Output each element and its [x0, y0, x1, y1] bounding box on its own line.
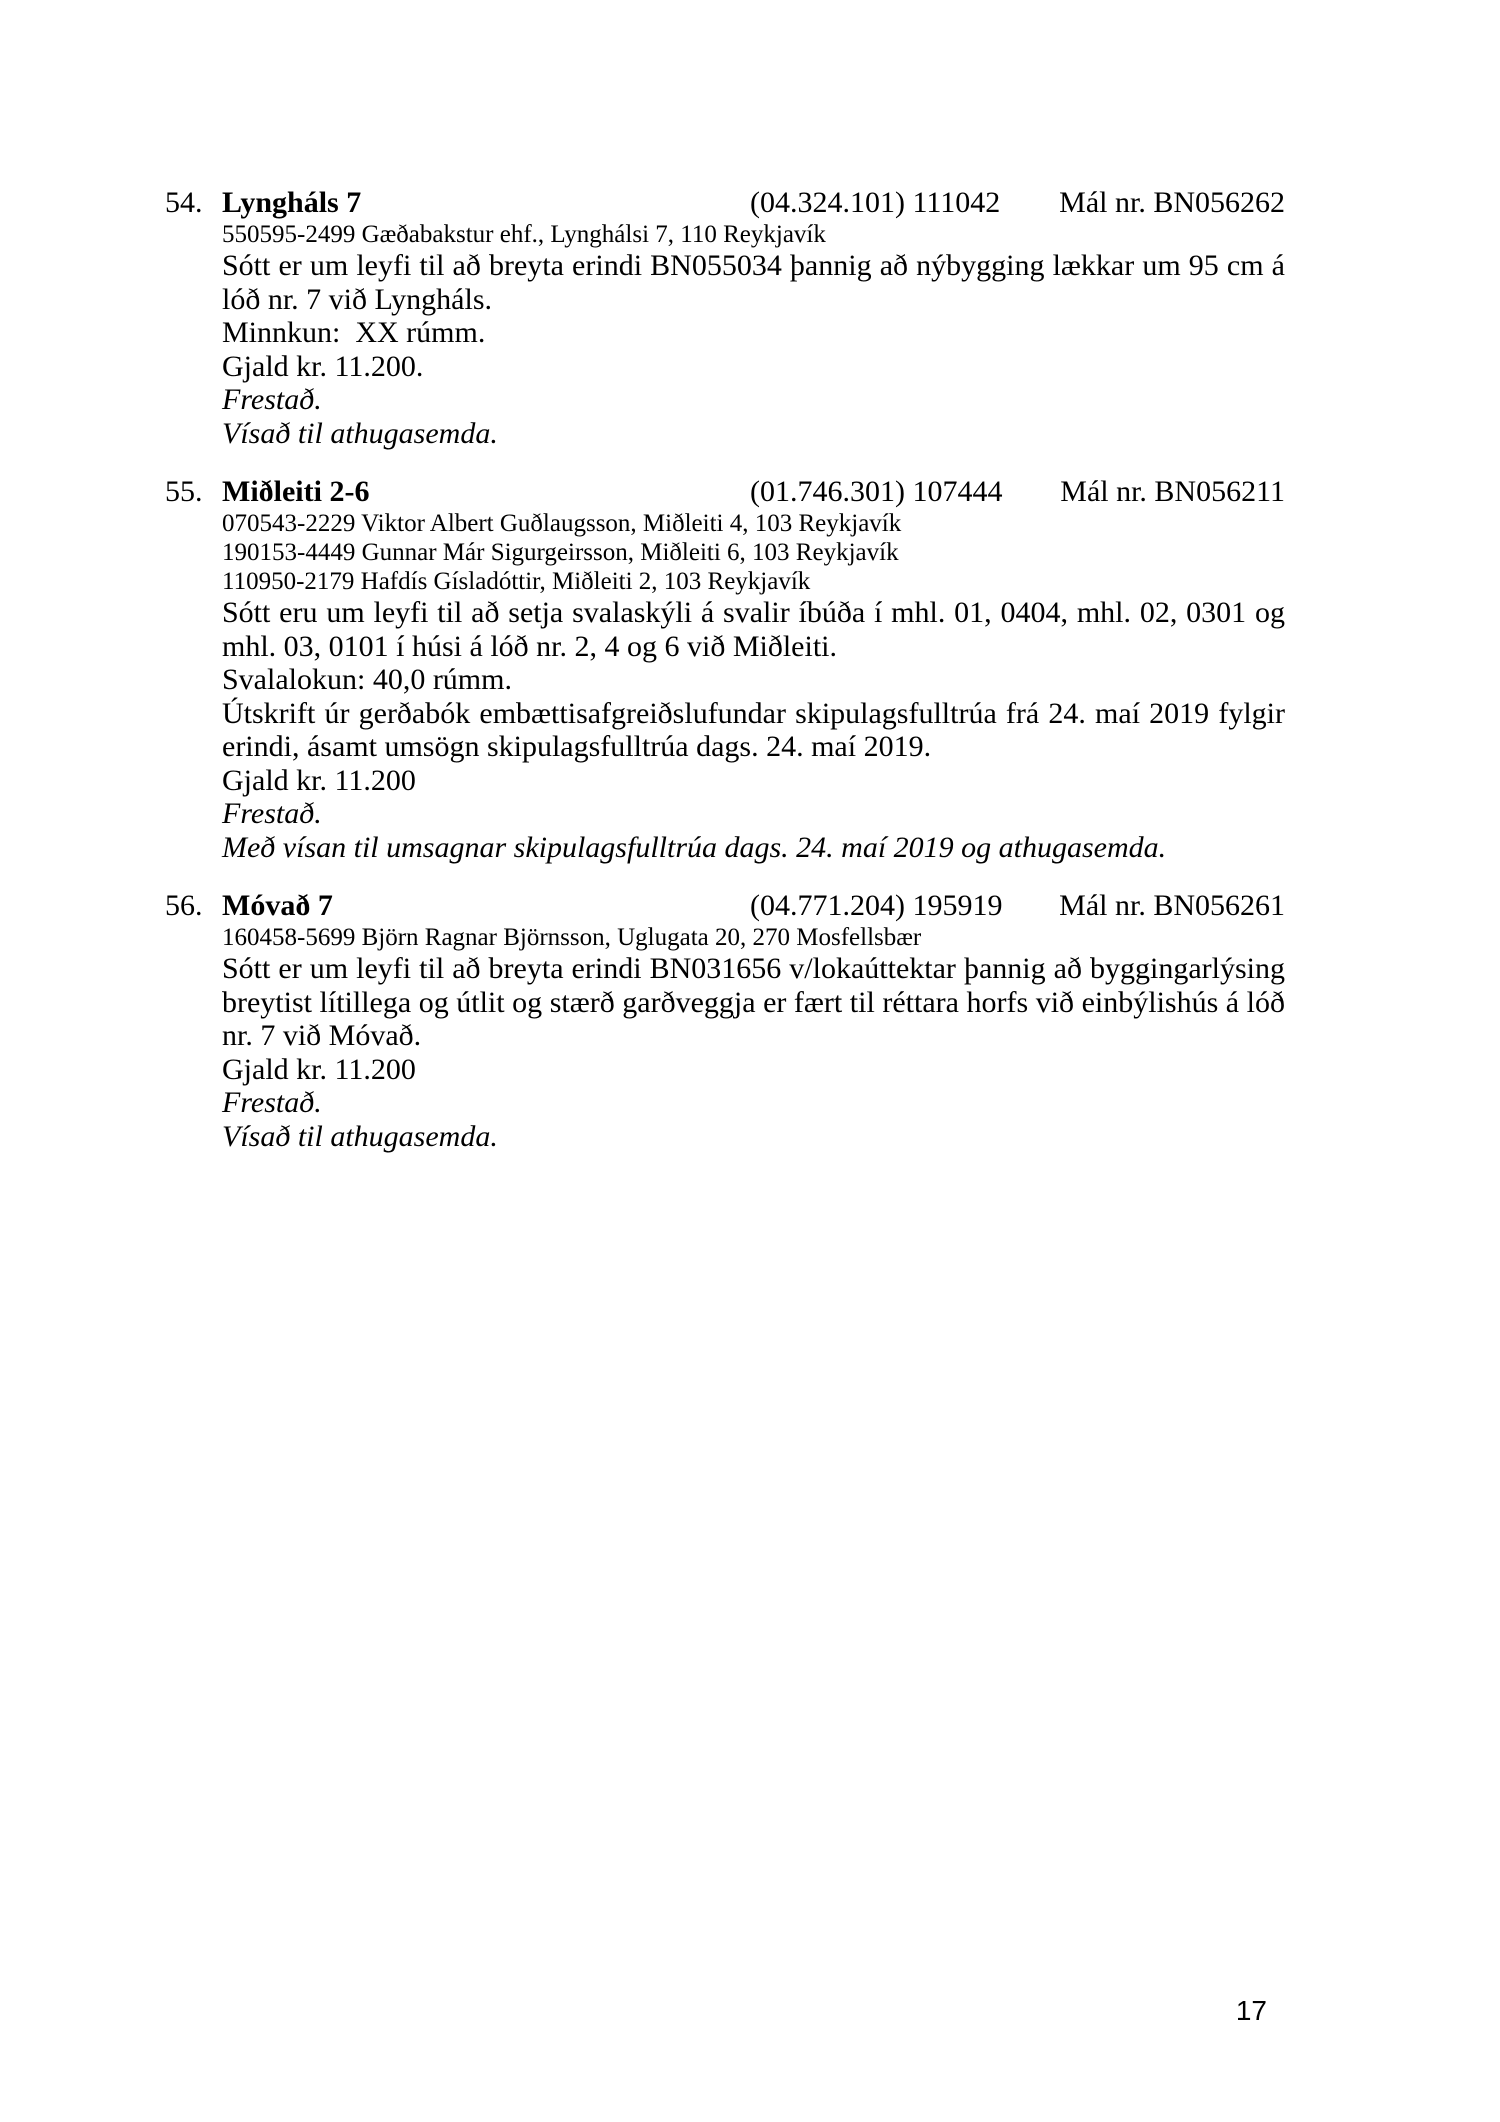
- item-paragraphs: [222, 596, 1285, 864]
- item-title: Lyngháls 7: [222, 186, 362, 219]
- paragraph-line: Vísað til athugasemda.: [222, 1119, 498, 1153]
- agenda-items-list: [165, 186, 1285, 1178]
- agenda-item: [165, 186, 1285, 450]
- owner-line: 550595-2499 Gæðabakstur ehf., Lynghálsi 7, 110 Reykjavík: [222, 221, 826, 248]
- agenda-item: [165, 475, 1285, 864]
- paragraph-line: Útskrift úr gerðabók embættisafgreiðslufundar skipulagsfulltrúa frá 24. maí 2019 fylgir erindi, ásamt umsögn skipulagsfulltrúa dags. 24. maí 2019.: [222, 696, 1285, 763]
- page-number: 17: [1235, 1995, 1267, 2026]
- paragraph-line: Sótt er um leyfi til að breyta erindi BN055034 þannig að nýbygging lækkar um 95 cm á lóð nr. 7 við Lyngháls.: [222, 249, 1285, 316]
- item-reference-number: (04.771.204) 195919: [750, 889, 1003, 922]
- paragraph-line: Frestað.: [222, 383, 322, 416]
- owner-line: 160458-5699 Björn Ragnar Björnsson, Uglugata 20, 270 Mosfellsbær: [222, 924, 922, 951]
- paragraph-line: Gjald kr. 11.200.: [222, 349, 424, 383]
- agenda-item-header: [165, 186, 1285, 220]
- paragraph-line: Sótt er um leyfi til að breyta erindi BN031656 v/lokaúttektar þannig að byggingarlýsing breytist lítillega og útlit og stærð garðveggja er fært til réttara horfs við einbýlishús á lóð nr. 7 við Móvað.: [222, 952, 1285, 1052]
- paragraph-line: Svalalokun: 40,0 rúmm.: [222, 663, 512, 696]
- paragraph-line: Gjald kr. 11.200: [222, 763, 416, 797]
- item-case-number: Mál nr. BN056261: [1059, 889, 1285, 922]
- item-paragraphs: [222, 249, 1285, 450]
- item-case-number: Mál nr. BN056262: [1059, 186, 1285, 219]
- item-paragraphs: [222, 952, 1285, 1153]
- owner-lines: [222, 923, 1285, 952]
- paragraph-line: Frestað.: [222, 1086, 322, 1119]
- paragraph-line: Sótt eru um leyfi til að setja svalaskýli á svalir íbúða í mhl. 01, 0404, mhl. 02, 0301 og mhl. 03, 0101 í húsi á lóð nr. 2, 4 og 6 við Miðleiti.: [222, 596, 1285, 663]
- item-number: 55.: [165, 475, 203, 508]
- owner-lines: [222, 220, 1285, 249]
- item-case-number: Mál nr. BN056211: [1060, 475, 1285, 508]
- owner-lines: [222, 509, 1285, 596]
- item-title: Móvað 7: [222, 889, 333, 922]
- paragraph-line: Vísað til athugasemda.: [222, 416, 498, 450]
- paragraph-line: Minnkun: XX rúmm.: [222, 316, 486, 349]
- agenda-item-header: [165, 889, 1285, 923]
- agenda-item-header: [165, 475, 1285, 509]
- item-reference-number: (04.324.101) 111042: [750, 186, 1001, 219]
- owner-line: 110950-2179 Hafdís Gísladóttir, Miðleiti 2, 103 Reykjavík: [222, 568, 811, 595]
- item-number: 56.: [165, 889, 203, 922]
- item-number: 54.: [165, 186, 203, 219]
- owner-line: 190153-4449 Gunnar Már Sigurgeirsson, Miðleiti 6, 103 Reykjavík: [222, 539, 899, 566]
- item-reference-number: (01.746.301) 107444: [750, 475, 1003, 508]
- paragraph-line: Frestað.: [222, 797, 322, 830]
- item-title: Miðleiti 2-6: [222, 475, 370, 508]
- paragraph-line: Gjald kr. 11.200: [222, 1052, 416, 1086]
- paragraph-line: Með vísan til umsagnar skipulagsfulltrúa dags. 24. maí 2019 og athugasemda.: [222, 830, 1167, 864]
- agenda-item: [165, 889, 1285, 1153]
- owner-line: 070543-2229 Viktor Albert Guðlaugsson, Miðleiti 4, 103 Reykjavík: [222, 510, 902, 537]
